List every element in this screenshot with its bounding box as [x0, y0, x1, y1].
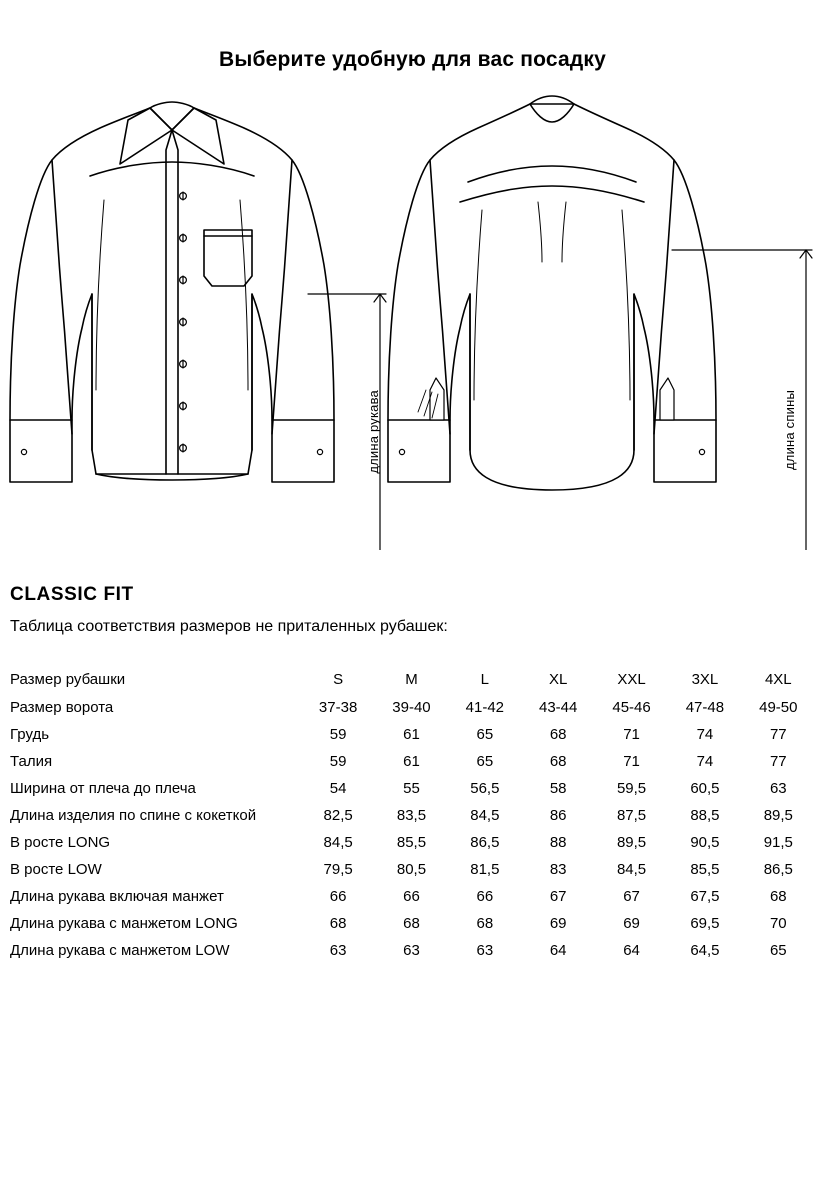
size-table: [10, 666, 815, 964]
table-row: [10, 856, 815, 883]
table-row: [10, 694, 815, 721]
table-row: [10, 937, 815, 964]
cell: 84,5: [470, 807, 500, 824]
cell: 69,5: [690, 915, 720, 932]
cell: 89,5: [616, 834, 647, 851]
table-row: [10, 775, 815, 802]
cell: 67: [623, 888, 640, 905]
table-header-row: [10, 666, 815, 694]
row-label: Талия: [10, 753, 53, 770]
cell: 66: [403, 888, 420, 905]
column-header: XL: [549, 671, 568, 688]
column-header: M: [405, 671, 418, 688]
table-row: [10, 883, 815, 910]
cell: 60,5: [690, 780, 720, 797]
cell: 69: [623, 915, 640, 932]
cell: 66: [329, 888, 347, 905]
cell: 67,5: [690, 888, 720, 905]
cell: 86: [549, 807, 567, 824]
cell: 90,5: [690, 834, 720, 851]
cell: 43-44: [539, 699, 578, 716]
cell: 68: [329, 915, 347, 932]
cell: 87,5: [616, 807, 647, 824]
sleeve-length-label: длина рукава: [366, 390, 381, 474]
cell: 66: [476, 888, 494, 905]
cell: 37-38: [318, 699, 358, 716]
cell: 56,5: [470, 780, 500, 797]
cell: 64: [549, 942, 567, 959]
cell: 74: [696, 726, 714, 743]
cell: 68: [403, 915, 420, 932]
fit-name: CLASSIC FIT: [10, 584, 134, 605]
row-label: В росте LONG: [10, 834, 111, 851]
row-label: Ширина от плеча до плеча: [10, 780, 196, 797]
row-label: Длина рукава включая манжет: [10, 888, 224, 905]
cell: 68: [476, 915, 494, 932]
cell: 69: [549, 915, 567, 932]
cell: 83,5: [396, 807, 427, 824]
row-label: Длина рукава с манжетом LOW: [10, 942, 230, 959]
column-header: L: [480, 671, 489, 688]
cell: 59: [329, 753, 347, 770]
cell: 81,5: [470, 861, 500, 878]
cell: 64: [623, 942, 640, 959]
cell: 65: [769, 942, 787, 959]
cell: 39-40: [392, 699, 431, 716]
cell: 84,5: [323, 834, 353, 851]
table-row: [10, 910, 815, 937]
cell: 64,5: [690, 942, 720, 959]
column-header: 3XL: [691, 671, 719, 688]
cell: 65: [476, 753, 494, 770]
column-header: S: [333, 671, 344, 688]
cell: 67: [549, 888, 567, 905]
cell: 68: [769, 888, 787, 905]
cell: 59,5: [616, 780, 647, 797]
page-title: Выберите удобную для вас посадку: [218, 48, 607, 71]
cell: 84,5: [616, 861, 647, 878]
size-table-body: [10, 666, 815, 964]
cell: 74: [696, 753, 714, 770]
cell: 88: [549, 834, 567, 851]
cell: 80,5: [396, 861, 427, 878]
cell: 45-46: [612, 699, 651, 716]
table-row: [10, 829, 815, 856]
cell: 68: [549, 726, 567, 743]
column-header: 4XL: [764, 671, 792, 688]
table-row: [10, 748, 815, 775]
cell: 91,5: [763, 834, 793, 851]
row-label: Размер ворота: [10, 699, 114, 716]
cell: 49-50: [759, 699, 798, 716]
cell: 59: [329, 726, 347, 743]
cell: 86,5: [763, 861, 793, 878]
cell: 71: [623, 726, 640, 743]
cell: 86,5: [470, 834, 500, 851]
back-shirt-illustration: [388, 96, 716, 490]
shirt-drawings: [0, 90, 825, 550]
row-label: Грудь: [10, 726, 50, 743]
cell: 88,5: [690, 807, 720, 824]
cell: 47-48: [685, 699, 725, 716]
cell: 54: [329, 780, 347, 797]
row-label: Длина изделия по спине с кокеткой: [10, 807, 257, 824]
cell: 70: [769, 915, 787, 932]
cell: 63: [476, 942, 494, 959]
cell: 77: [769, 726, 787, 743]
cell: 58: [549, 780, 567, 797]
cell: 63: [329, 942, 347, 959]
front-shirt-illustration: [10, 102, 334, 482]
shirt-illustration: [0, 90, 825, 550]
fit-description: Таблица соответствия размеров не приталенных рубашек:: [10, 618, 448, 635]
cell: 85,5: [690, 861, 720, 878]
cell: 83: [549, 861, 567, 878]
table-row: [10, 721, 815, 748]
cell: 82,5: [323, 807, 353, 824]
cell: 77: [769, 753, 787, 770]
table-row: [10, 802, 815, 829]
cell: 85,5: [396, 834, 427, 851]
cell: 61: [403, 753, 420, 770]
cell: 55: [403, 780, 420, 797]
cell: 61: [403, 726, 420, 743]
cell: 79,5: [323, 861, 353, 878]
table-header-label: Размер рубашки: [10, 671, 126, 688]
cell: 68: [549, 753, 567, 770]
cell: 63: [769, 780, 787, 797]
row-label: Длина рукава с манжетом LONG: [10, 915, 238, 932]
back-length-label: длина спины: [782, 390, 797, 470]
cell: 41-42: [465, 699, 505, 716]
row-label: В росте LOW: [10, 861, 102, 878]
column-header: XXL: [617, 671, 646, 688]
cell: 71: [623, 753, 640, 770]
cell: 63: [403, 942, 420, 959]
cell: 65: [476, 726, 494, 743]
cell: 89,5: [763, 807, 793, 824]
